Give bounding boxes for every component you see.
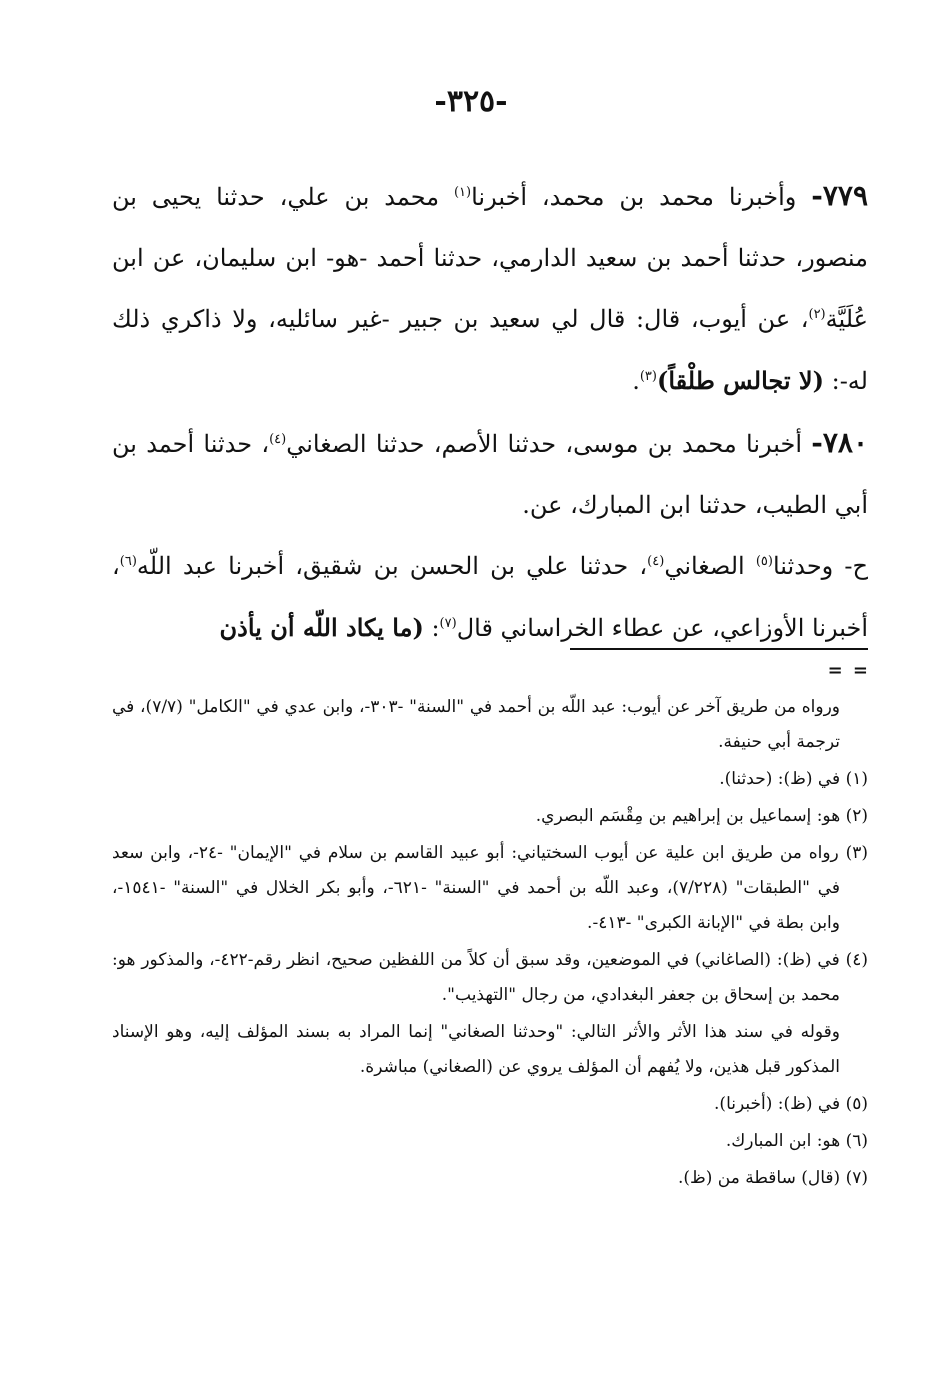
page-number: -٣٢٥- [434,84,508,119]
entry-number: ٧٧٩- [811,179,869,212]
footnote-text: ورواه من طريق آخر عن أيوب: عبد اللّه بن أحمد في "السنة" -٣٠٣-، وابن عدي في "الكامل" (٧/٧)، في ترجمة أبي حنيفة. [112,697,841,752]
footnote-text: في (ظ): (الصاغاني) في الموضعين، وقد سبق أن كلاً من اللفظين صحيح، انظر رقم-٤٢٢-، والمذكور هو: محمد بن إسحاق بن جعفر البغدادي، من رجال "التهذيب". [112,950,846,1005]
footnote-6 [112,1124,868,1159]
footnote-label: (٢) [845,806,868,826]
quoted-saying: (ما يكاد اللّه أن يأذن [219,613,424,642]
footnote-ref[interactable]: (٤) [269,432,287,447]
entry-780 [112,412,868,536]
footnote-text: هو: ابن المبارك. [725,1131,846,1151]
footnote-text: في (ظ): (حدثنا). [719,769,846,789]
quoted-saying: (لا تجالس طلْقاً) [656,366,824,395]
footnote-ref[interactable]: (٦) [119,554,137,569]
footnote-ref[interactable]: (٣) [639,369,657,384]
entry-text: ، حدثنا علي بن الحسن بن شقيق، أخبرنا عبد اللّه [136,552,648,580]
entry-text: أخبرنا محمد بن موسى، حدثنا الأصم، حدثنا الصغاني [286,430,812,458]
entry-text: محمد بن علي، حدثنا يحيى بن منصور، حدثنا أحمد بن سعيد الدارمي، حدثنا أحمد -هو- ابن سليمان، عن ابن عُلَيَّة [112,183,868,333]
footnote-label: (٧) [845,1168,868,1188]
footnotes [112,690,868,1198]
entry-780-alt-chain [112,536,868,659]
entry-text: . [632,367,640,395]
entry-text: : [423,614,440,642]
entry-779 [112,165,868,412]
footnote-separator [570,648,868,650]
footnote-text: رواه من طريق ابن علية عن أيوب السختياني: أبو عبيد القاسم بن سلام في "الإيمان" -٢٤-، وابن سعد في "الطبقات" (٧/٢٢٨)، وعبد اللّه بن أحمد في "السنة" -٦٢١-، وأبو بكر الخلال في "السنة" -١٥٤١-، وابن بطة في "الإبانة الكبرى" -٤١٣-. [112,843,846,933]
entry-text: ، حدثنا أحمد بن أبي الطيب، حدثنا ابن المبارك، عن. [112,430,868,519]
footnote-label: (٥) [845,1094,868,1114]
footnote-ref[interactable]: (٥) [755,554,773,569]
footnote-ref[interactable]: (١) [453,185,472,200]
footnote-label: (٦) [845,1131,868,1151]
footnote-7 [112,1161,868,1196]
footnote-text: (قال) ساقطة من (ظ). [677,1168,846,1188]
main-text [112,165,868,659]
footnote-ref[interactable]: (٢) [808,307,826,322]
footnote-ref[interactable]: (٧) [439,616,457,631]
entry-text: وأخبرنا محمد بن محمد، أخبرنا [471,183,812,211]
entry-text: ح- وحدثنا [772,552,868,580]
continuation-mark: = = [827,660,870,681]
footnote-continued [112,690,868,760]
footnote-4-note [112,1015,868,1085]
footnote-label: (١) [845,769,868,789]
entry-text: ، عن أيوب، قال: قال لي سعيد بن جبير -غير سائليه، ولا ذاكري ذلك له-: [112,305,868,395]
footnote-text: في (ظ): (أخبرنا). [714,1094,846,1114]
footnote-label: (٣) [845,843,869,863]
footnote-4 [112,943,868,1013]
footnote-5 [112,1087,868,1122]
footnote-text: وقوله في سند هذا الأثر والأثر التالي: "وحدثنا الصغاني" إنما المراد به بسند المؤلف إليه، وهو الإسناد المذكور قبل هذين، ولا يُفهم أن المؤلف يروي عن (الصغاني) مباشرة. [112,1022,840,1077]
footnote-3 [112,836,868,941]
entry-text: الصغاني [664,552,756,580]
footnote-label: (٤) [845,950,868,970]
footnote-text: هو: إسماعيل بن إبراهيم بن مِقْسَم البصري. [535,806,846,826]
footnote-1 [112,762,868,797]
entry-number: ٧٨٠- [811,426,868,459]
entry-text: ، أخبرنا الأوزاعي، عن عطاء الخراساني قال [112,552,868,642]
footnote-2 [112,799,868,834]
footnote-ref[interactable]: (٤) [647,554,665,569]
